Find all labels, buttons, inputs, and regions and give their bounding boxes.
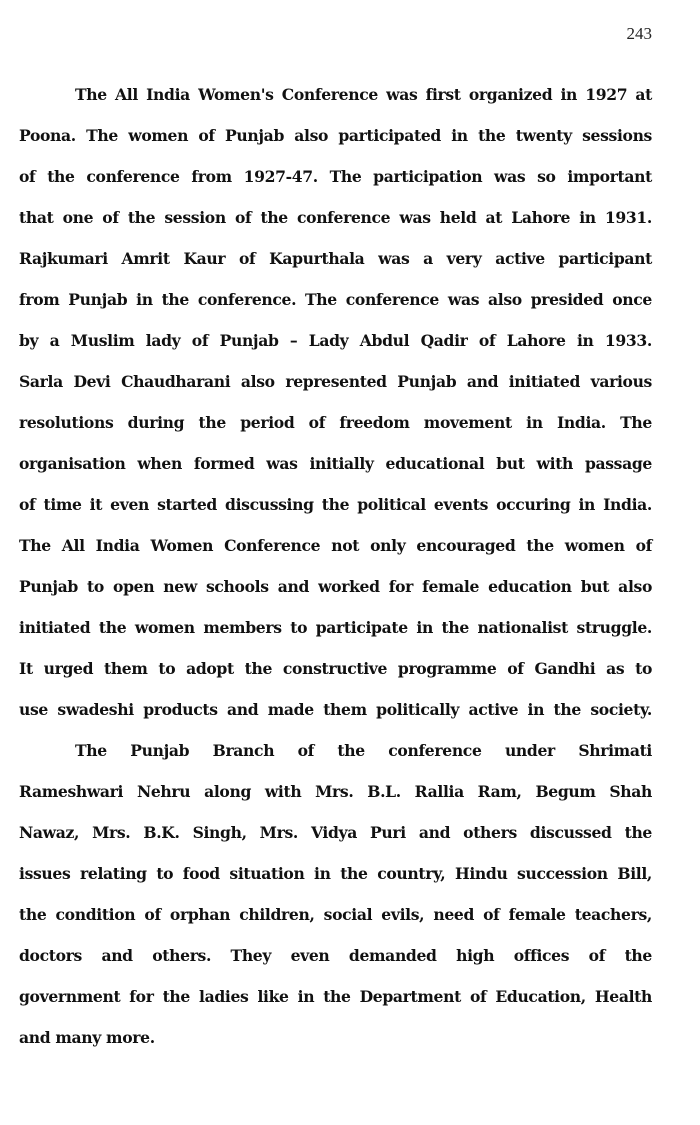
text-line: Punjab to open new schools and worked for female education but also <box>19 577 652 596</box>
page-number: 243 <box>626 24 652 43</box>
text-line: Poona. The women of Punjab also participated in the twenty sessions <box>19 126 652 145</box>
text-line: and many more. <box>19 1028 155 1047</box>
text-line: that one of the session of the conference was held at Lahore in 1931. <box>19 208 652 227</box>
text-line: of time it even started discussing the political events occuring in India. <box>19 495 652 514</box>
text-line: It urged them to adopt the constructive programme of Gandhi as to <box>19 659 652 678</box>
text-line: Nawaz, Mrs. B.K. Singh, Mrs. Vidya Puri and others discussed the <box>19 823 652 842</box>
text-line: Rajkumari Amrit Kaur of Kapurthala was a very active participant <box>19 249 652 268</box>
text-line: Rameshwari Nehru along with Mrs. B.L. Rallia Ram, Begum Shah <box>19 782 652 801</box>
text-line: The Punjab Branch of the conference under Shrimati <box>75 741 652 760</box>
body-text <box>19 82 652 1066</box>
text-line: government for the ladies like in the Department of Education, Health <box>19 987 652 1006</box>
text-line: from Punjab in the conference. The conference was also presided once <box>19 290 652 309</box>
text-line: resolutions during the period of freedom movement in India. The <box>19 413 652 432</box>
text-line: organisation when formed was initially educational but with passage <box>19 454 652 473</box>
text-line: by a Muslim lady of Punjab – Lady Abdul Qadir of Lahore in 1933. <box>19 331 652 350</box>
paragraph-2 <box>19 738 652 1066</box>
text-line: use swadeshi products and made them politically active in the society. <box>19 700 652 719</box>
text-line: initiated the women members to participate in the nationalist struggle. <box>19 618 652 637</box>
paragraph-1 <box>19 82 652 738</box>
text-line: the condition of orphan children, social evils, need of female teachers, <box>19 905 652 924</box>
text-line: The All India Women Conference not only encouraged the women of <box>19 536 652 555</box>
text-line: doctors and others. They even demanded high offices of the <box>19 946 652 965</box>
text-line: The All India Women's Conference was first organized in 1927 at <box>75 85 652 104</box>
text-line: Sarla Devi Chaudharani also represented Punjab and initiated various <box>19 372 652 391</box>
text-line: issues relating to food situation in the country, Hindu succession Bill, <box>19 864 652 883</box>
text-line: of the conference from 1927-47. The participation was so important <box>19 167 652 186</box>
